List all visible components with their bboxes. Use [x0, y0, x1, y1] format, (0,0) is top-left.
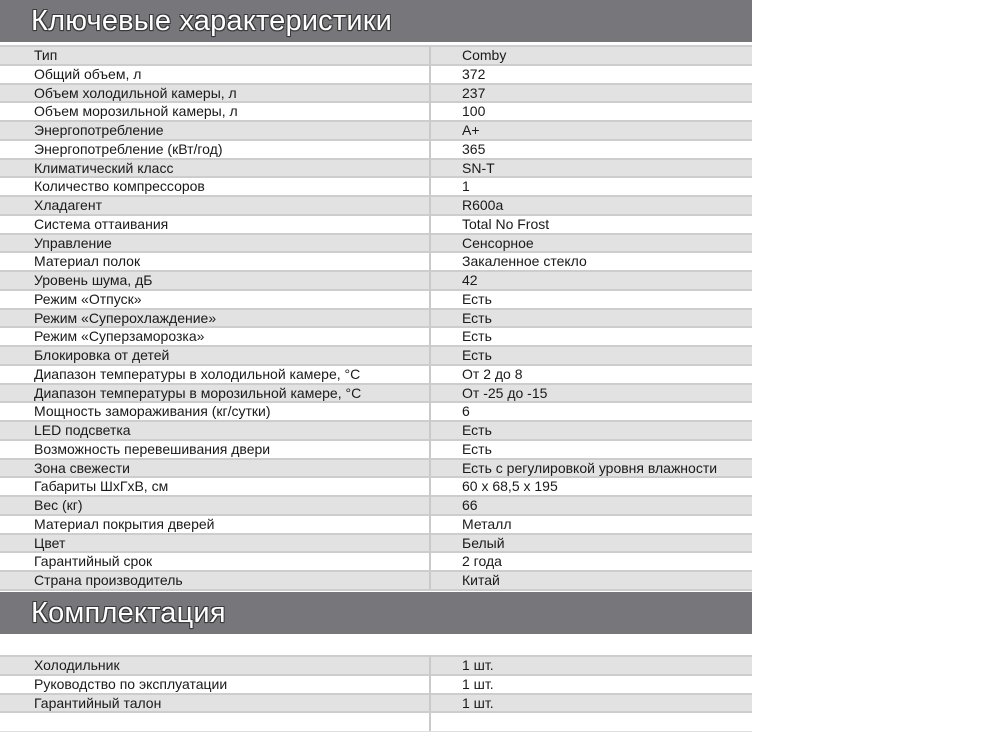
row-value: Есть: [462, 347, 492, 363]
column-divider: [429, 233, 431, 252]
table-row: [0, 657, 752, 676]
package-table: [0, 655, 752, 732]
table-row: [0, 553, 752, 572]
table-row: [0, 216, 752, 235]
row-value: Есть: [462, 290, 492, 307]
row-label: Материал покрытия дверей: [34, 515, 215, 532]
row-value: 372: [462, 65, 486, 82]
row-value: Comby: [462, 47, 507, 63]
column-divider: [429, 289, 431, 308]
row-label: Энергопотребление: [34, 122, 164, 138]
column-divider: [429, 570, 431, 589]
row-value: От 2 до 8: [462, 365, 523, 382]
row-label: Гарантийный талон: [34, 694, 162, 711]
row-value: Сенсорное: [462, 234, 534, 251]
table-row: [0, 478, 752, 497]
row-value: Белый: [462, 534, 505, 551]
table-row: [0, 422, 752, 441]
row-label: Система оттаивания: [34, 215, 169, 232]
column-divider: [429, 345, 431, 364]
column-divider: [429, 83, 431, 102]
row-label: Диапазон температуры в холодильной камере, °С: [34, 365, 361, 382]
empty-row: [0, 713, 752, 732]
column-divider: [429, 458, 431, 477]
column-divider: [429, 364, 431, 383]
column-divider: [429, 401, 431, 420]
row-label: Зона свежести: [34, 459, 130, 476]
table-row: [0, 403, 752, 422]
row-value: От -25 до -15: [462, 384, 548, 401]
row-label: Режим «Суперохлаждение»: [34, 309, 217, 326]
row-value: 237: [462, 84, 486, 101]
column-divider: [429, 64, 431, 83]
row-value: 100: [462, 103, 486, 120]
column-divider: [429, 495, 431, 514]
table-row: [0, 103, 752, 122]
row-value: Есть с регулировкой уровня влажности: [462, 459, 718, 476]
column-divider: [429, 713, 431, 731]
row-label: Общий объем, л: [34, 65, 142, 82]
row-label: Уровень шума, дБ: [34, 272, 153, 288]
column-divider: [429, 383, 431, 402]
table-row: [0, 347, 752, 366]
row-label: Гарантийный срок: [34, 553, 153, 570]
table-row: [0, 141, 752, 160]
column-divider: [429, 439, 431, 458]
row-label: Страна производитель: [34, 572, 183, 588]
table-row: [0, 178, 752, 197]
column-divider: [429, 514, 431, 533]
key-specs-header: [0, 0, 752, 42]
table-row: [0, 272, 752, 291]
table-row: [0, 160, 752, 179]
table-row: [0, 535, 752, 554]
row-value: 6: [462, 403, 470, 420]
row-value: Есть: [462, 422, 492, 438]
column-divider: [429, 101, 431, 120]
column-divider: [429, 214, 431, 233]
row-label: Энергопотребление (кВт/год): [34, 140, 223, 157]
table-row: [0, 66, 752, 85]
row-value: 42: [462, 272, 478, 288]
package-title: Комплектация: [31, 597, 226, 629]
row-value: 1 шт.: [462, 694, 494, 711]
row-value: Есть: [462, 328, 492, 345]
table-row: [0, 122, 752, 141]
row-value: Есть: [462, 440, 492, 457]
table-row: [0, 441, 752, 460]
table-row: [0, 310, 752, 329]
table-row: [0, 253, 752, 272]
column-divider: [429, 326, 431, 345]
row-value: Total No Frost: [462, 215, 550, 232]
column-divider: [429, 158, 431, 177]
row-label: Тип: [34, 47, 58, 63]
table-row: [0, 85, 752, 104]
row-value: Металл: [462, 515, 512, 532]
row-label: Руководство по эксплуатации: [34, 675, 228, 692]
column-divider: [429, 308, 431, 327]
column-divider: [429, 551, 431, 570]
row-value: 1 шт.: [462, 657, 494, 673]
column-divider: [429, 693, 431, 712]
column-divider: [429, 45, 431, 64]
row-label: Цвет: [34, 534, 66, 551]
row-label: Габариты ШхГхВ, см: [34, 478, 169, 495]
row-value: SN-T: [462, 159, 495, 176]
key-specs-table: [0, 45, 752, 591]
row-label: Режим «Суперзаморозка»: [34, 328, 205, 345]
table-row: [0, 235, 752, 254]
row-value: A+: [462, 122, 480, 138]
table-row: [0, 497, 752, 516]
row-label: Хладагент: [34, 197, 102, 213]
row-value: Закаленное стекло: [462, 253, 587, 270]
row-value: R600a: [462, 197, 504, 213]
table-row: [0, 385, 752, 404]
row-value: 66: [462, 497, 478, 513]
column-divider: [429, 195, 431, 214]
row-label: Блокировка от детей: [34, 347, 170, 363]
row-label: Управление: [34, 234, 112, 251]
table-row: [0, 197, 752, 216]
row-value: 1 шт.: [462, 675, 494, 692]
table-row: [0, 328, 752, 347]
column-divider: [429, 533, 431, 552]
row-label: Количество компрессоров: [34, 178, 205, 195]
row-value: 1: [462, 178, 470, 195]
row-label: Климатический класс: [34, 159, 174, 176]
table-row: [0, 460, 752, 479]
row-value: 60 х 68,5 х 195: [462, 478, 558, 495]
row-label: Вес (кг): [34, 497, 83, 513]
row-label: Мощность замораживания (кг/сутки): [34, 403, 271, 420]
row-value: Китай: [462, 572, 500, 588]
column-divider: [429, 420, 431, 439]
row-label: Диапазон температуры в морозильной камере, °С: [34, 384, 362, 401]
table-row: [0, 695, 752, 714]
table-row: [0, 291, 752, 310]
row-label: Объем холодильной камеры, л: [34, 84, 237, 101]
column-divider: [429, 139, 431, 158]
package-header: [0, 592, 752, 634]
row-label: LED подсветка: [34, 422, 131, 438]
row-label: Возможность перевешивания двери: [34, 440, 271, 457]
column-divider: [429, 674, 431, 693]
row-label: Холодильник: [34, 657, 120, 673]
row-label: Объем морозильной камеры, л: [34, 103, 238, 120]
column-divider: [429, 176, 431, 195]
table-row: [0, 47, 752, 66]
row-value: 2 года: [462, 553, 502, 570]
row-label: Материал полок: [34, 253, 141, 270]
row-value: Есть: [462, 309, 492, 326]
table-row: [0, 366, 752, 385]
row-value: 365: [462, 140, 486, 157]
column-divider: [429, 655, 431, 674]
column-divider: [429, 120, 431, 139]
column-divider: [429, 476, 431, 495]
table-row: [0, 572, 752, 591]
table-row: [0, 676, 752, 695]
column-divider: [429, 251, 431, 270]
row-label: Режим «Отпуск»: [34, 290, 142, 307]
column-divider: [429, 270, 431, 289]
key-specs-title: Ключевые характеристики: [31, 5, 393, 37]
table-row: [0, 516, 752, 535]
